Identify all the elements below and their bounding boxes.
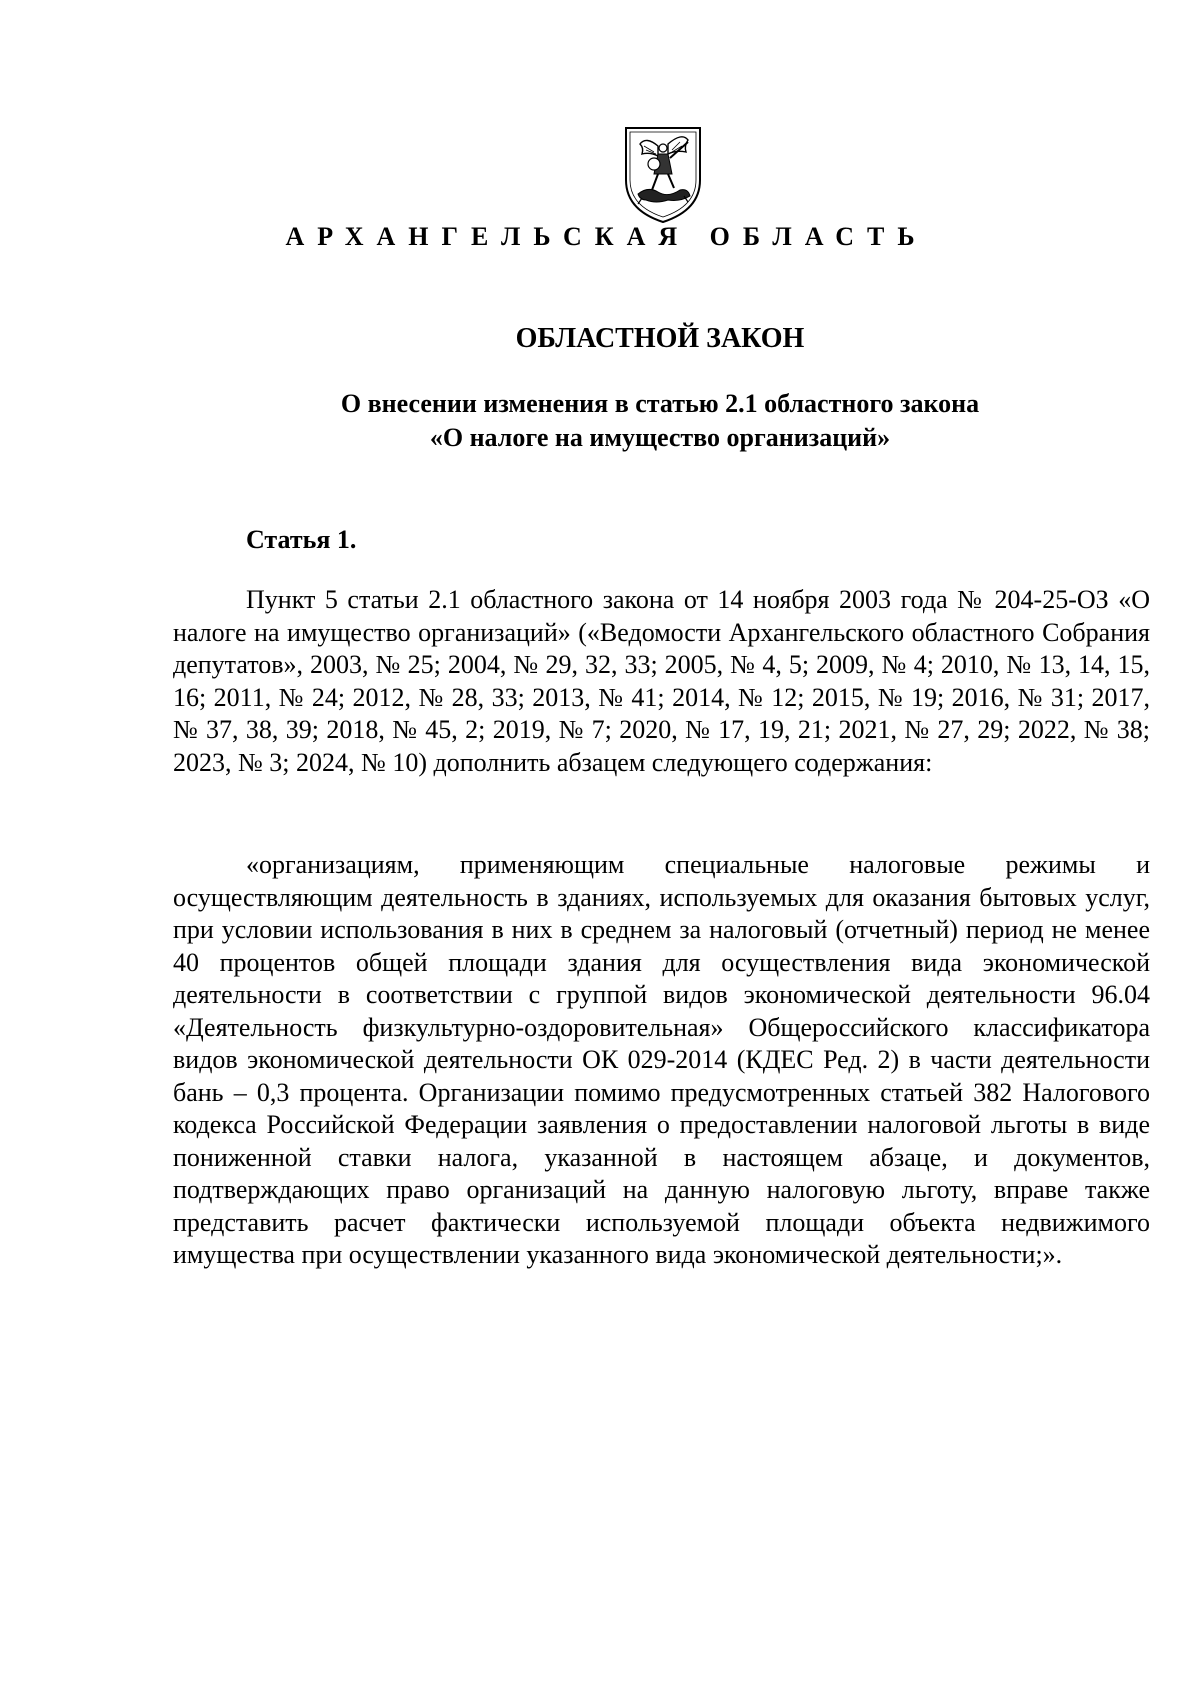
region-name: АРХАНГЕЛЬСКАЯ ОБЛАСТЬ	[285, 222, 928, 251]
article-paragraph: «организациям, применяющим специальные налоговые режимы и осуществляющим деятельность в зданиях, используемых для оказания бытовых услуг, при условии использования в них в среднем за налоговый (отчетный) период не менее 40 процентов общей площади здания для осуществления вида экономической деятельности в соответствии с группой видов экономической деятельности 96.04 «Деятельность физкультурно-оздоровительная» Общероссийского классификатора видов экономической деятельности ОК 029-2014 (КДЕС Ред. 2) в части деятельности бань – 0,3 процента. Организации помимо предусмотренных статьей 382 Налогового кодекса Российской Федерации заявления о предоставлении налоговой льготы в виде пониженной ставки налога, указанной в настоящем абзаце, и документов, подтверждающих право организаций на данную налоговую льготу, вправе также представить расчет фактически используемой площади объекта недвижимого имущества при осуществлении указанного вида экономической деятельности;».	[173, 850, 1150, 1269]
document-title-line: О внесении изменения в статью 2.1 областного закона	[340, 389, 980, 418]
article-paragraph: Пункт 5 статьи 2.1 областного закона от 14 ноября 2003 года № 204-25-ОЗ «О налоге на имущество организаций» («Ведомости Архангельского областного Собрания депутатов», 2003, № 25; 2004, № 29, 32, 33; 2005, № 4, 5; 2009, № 4; 2010, № 13, 14, 15, 16; 2011, № 24; 2012, № 28, 33; 2013, № 41; 2014, № 12; 2015, № 19; 2016, № 31; 2017, № 37, 38, 39; 2018, № 45, 2; 2019, № 7; 2020, № 17, 19, 21; 2021, № 27, 29; 2022, № 38; 2023, № 3; 2024, № 10) дополнить абзацем следующего содержания:	[173, 585, 1150, 777]
document-title	[0, 387, 1200, 455]
coat-of-arms-icon	[618, 118, 708, 228]
document-type: ОБЛАСТНОЙ ЗАКОН	[515, 323, 805, 354]
article-heading: Статья 1.	[246, 525, 357, 554]
document-title-line: «О налоге на имущество организаций»	[429, 423, 891, 452]
